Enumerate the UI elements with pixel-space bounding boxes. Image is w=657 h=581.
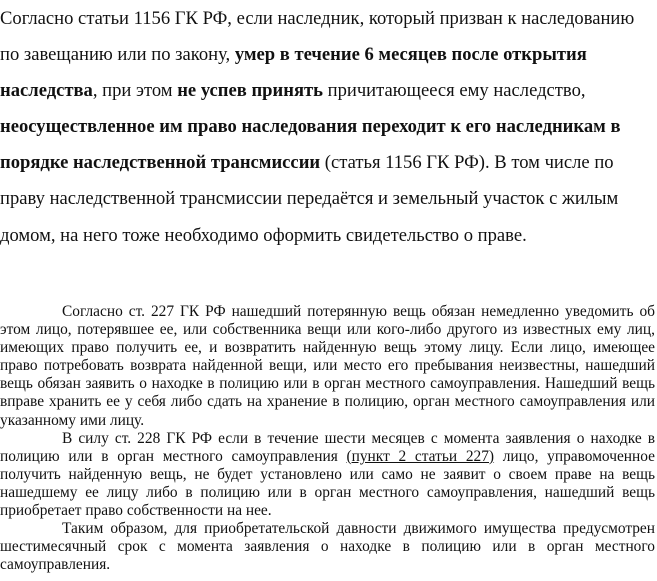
bold-run: неосуществленное им право наследования переходит к его наследникам в порядке наследственной трансмиссии <box>0 116 621 174</box>
inheritance-transmission-paragraph <box>0 0 657 254</box>
article-228-paragraph <box>0 430 655 520</box>
top-text-block <box>0 0 657 254</box>
text-run: Согласно статьи 1156 ГК РФ, если наследник, который призван к наследованию по завещанию или по закону, <box>0 8 635 66</box>
bottom-text-block <box>0 303 655 574</box>
text-run: , при этом <box>92 80 178 102</box>
conclusion-paragraph: Таким образом, для приобретательской давности движимого имущества предусмотрен шестимесячный срок с момента заявления о находке в полицию или в орган местного самоуправления. <box>0 520 655 574</box>
bold-run: умер в течение 6 месяцев после открытия наследства <box>0 44 587 102</box>
text-run: (статья 1156 ГК РФ). В том числе по праву наследственной трансмиссии передаётся и земельный участок с жилым домом, на него тоже необходимо оформить свидетельство о праве. <box>0 152 619 246</box>
bold-run: не успев принять <box>177 80 323 102</box>
article-227-reference-link[interactable]: (пункт 2 статьи 227) <box>346 447 495 465</box>
text-run: лицо, управомоченное получить найденную вещь, не будет установлено или само не заявит о своем праве на вещь нашедшему ее лицу либо в полицию или в орган местного самоуправления, нашедший вещь приобретает право собственности на нее. <box>0 447 655 520</box>
article-227-paragraph: Согласно ст. 227 ГК РФ нашедший потерянную вещь обязан немедленно уведомить об этом лицо, потерявшее ее, или собственника вещи или кого-либо другого из известных ему лиц, имеющих право получить ее, и возвратить найденную вещь этому лицу. Если лицо, имеющее право потребовать возврата найденной вещи, или место его пребывания неизвестны, нашедший вещь обязан заявить о находке в полицию или в орган местного самоуправления. Нашедший вещь вправе хранить ее у себя либо сдать на хранение в полицию, орган местного самоуправления или указанному ими лицу. <box>0 303 655 429</box>
text-run: причитающееся ему наследство, <box>322 80 586 102</box>
text-run: В силу ст. 228 ГК РФ если в течение шести месяцев с момента заявления о находке в полицию или в орган местного самоуправления <box>0 429 655 465</box>
